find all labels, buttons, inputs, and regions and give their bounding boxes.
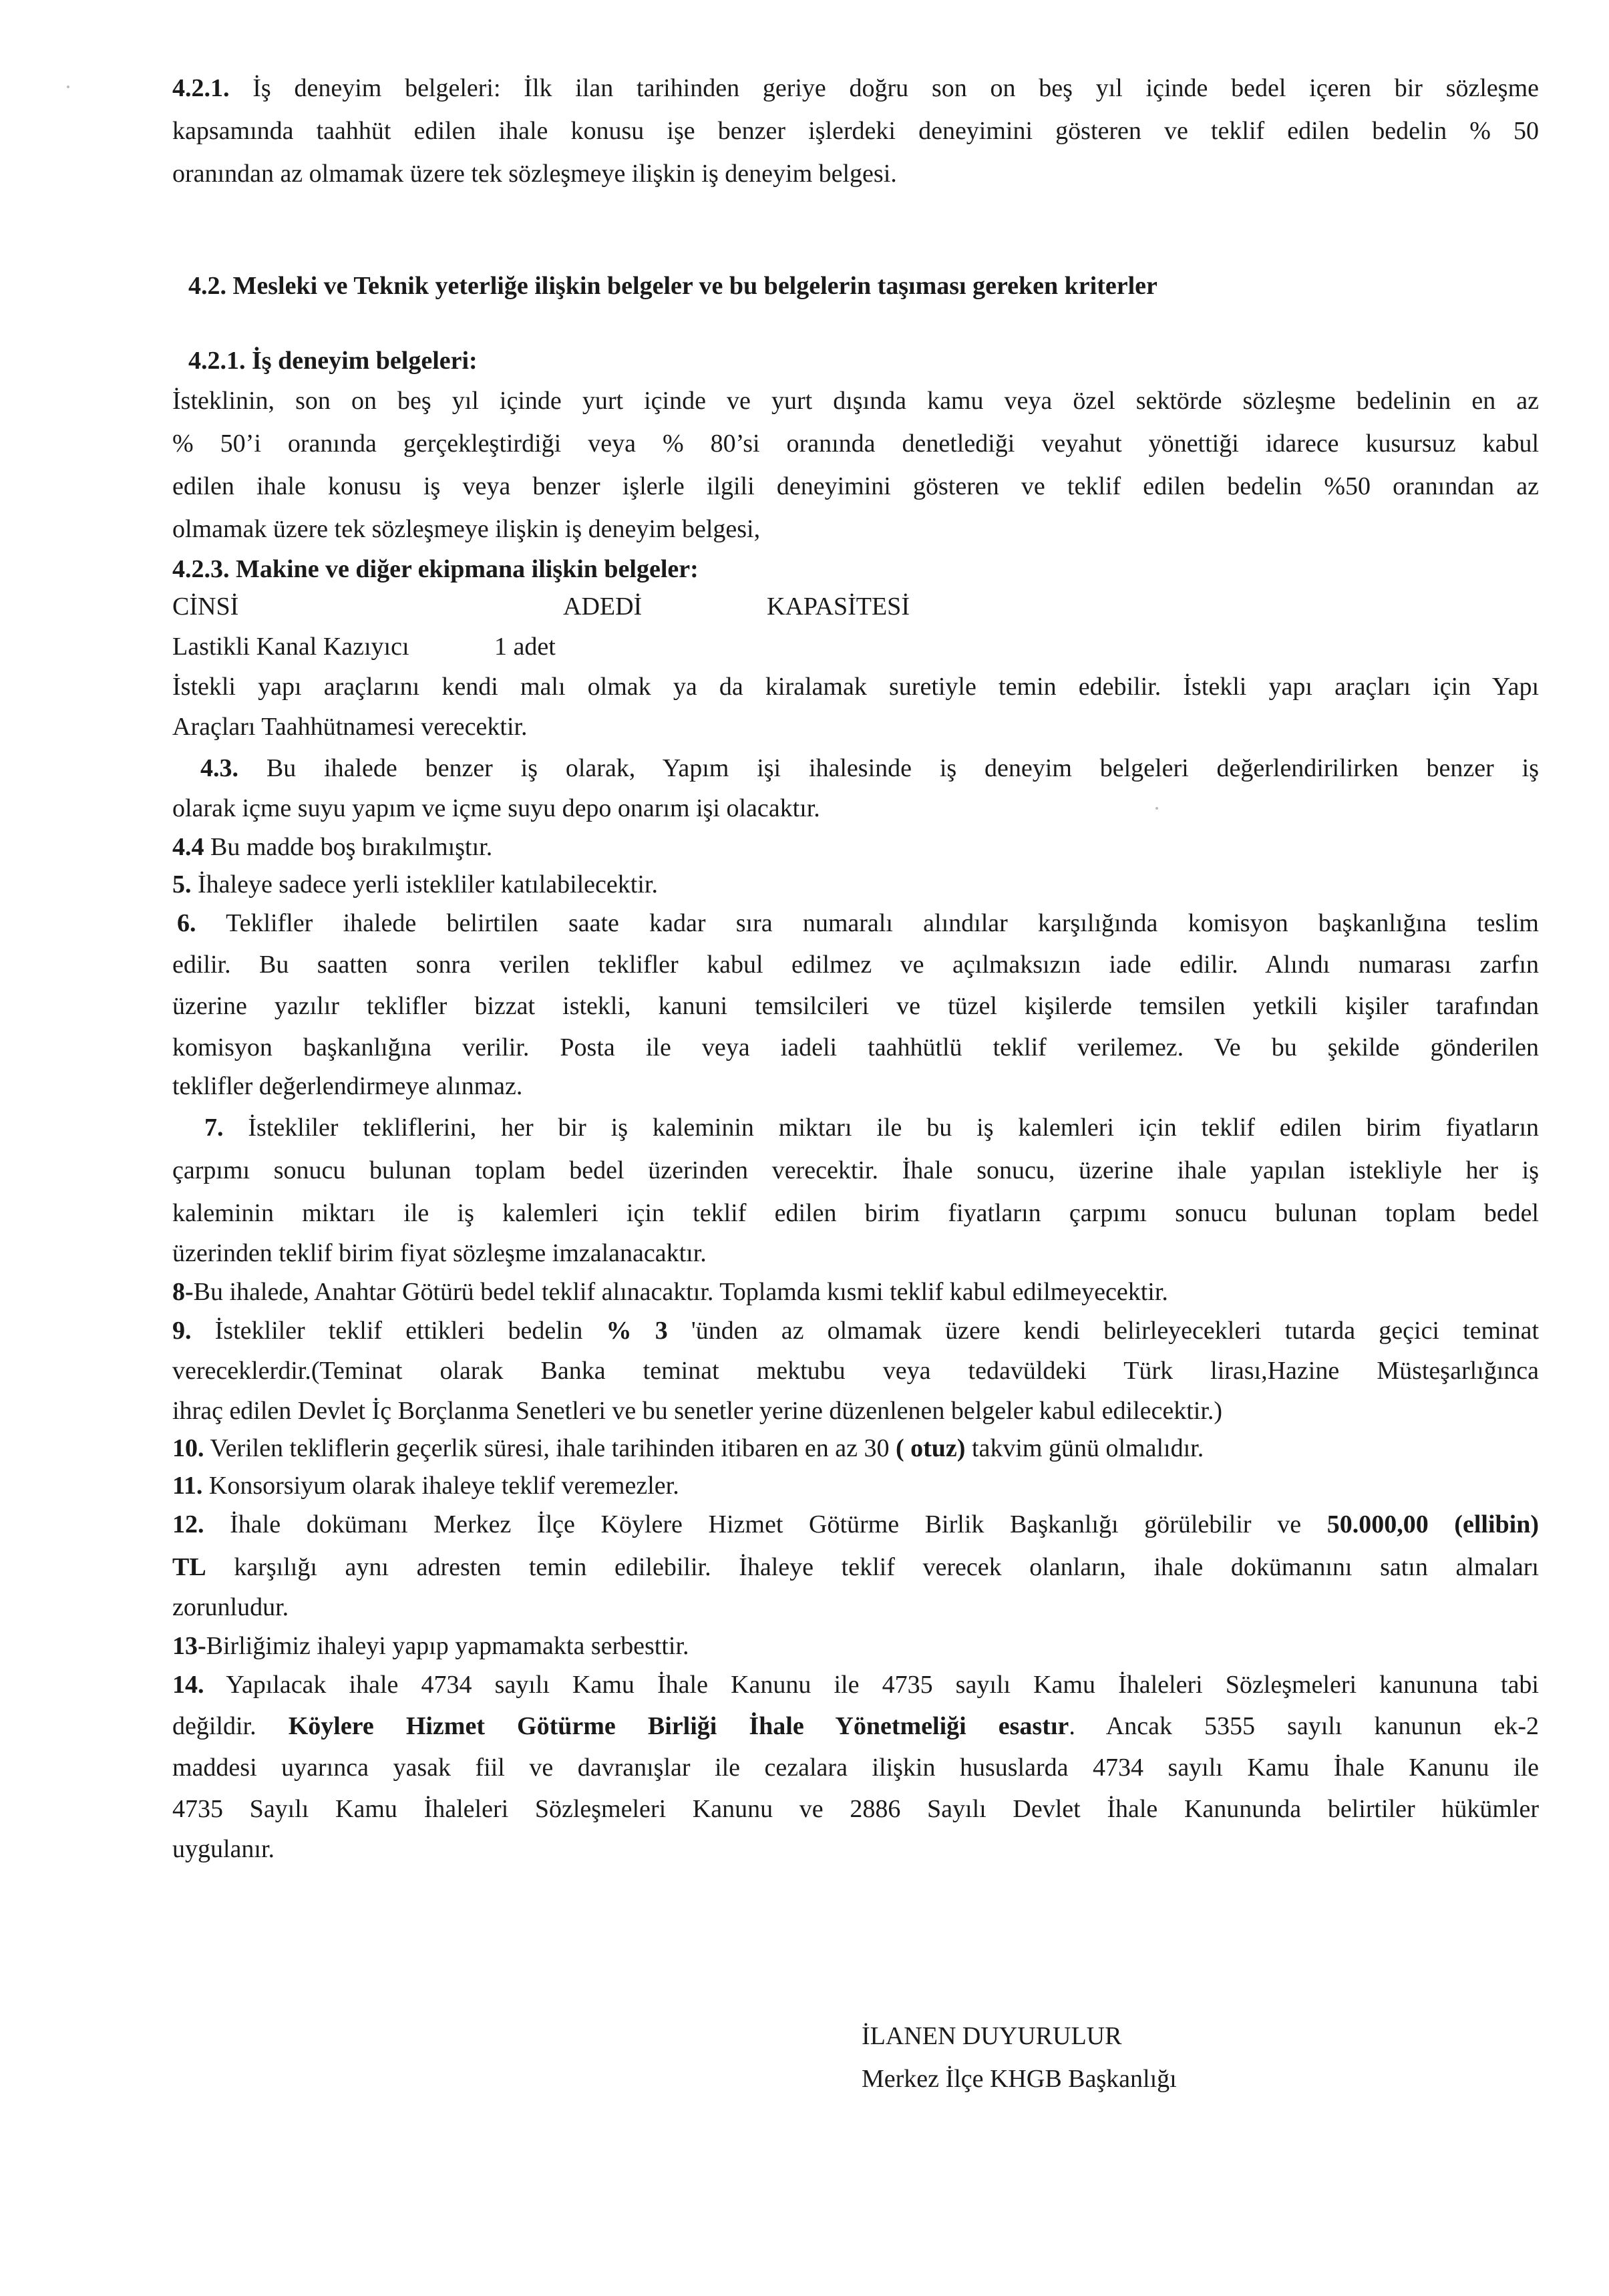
section-number: 13- [172, 1632, 206, 1660]
equipment-count: 1 adet [494, 633, 556, 661]
p43-line-2: olarak içme suyu yapım ve içme suyu depo onarım işi olacaktır. [172, 794, 820, 822]
p13: 13-Birliğimiz ihaleyi yapıp yapmamakta serbesttir. [172, 1632, 689, 1660]
p43-line-1: 4.3. Bu ihalede benzer iş olarak, Yapım işi ihalesinde iş deneyim belgeleri değerlendirilirken benzer iş [200, 754, 1539, 782]
scan-speck [67, 86, 69, 88]
p11: 11. Konsorsiyum olarak ihaleye teklif veremezler. [172, 1472, 679, 1500]
section-number: 10. [172, 1434, 204, 1462]
section-number: 8- [172, 1278, 194, 1306]
p421b-heading: 4.2.1. İş deneyim belgeleri: [188, 347, 478, 375]
p423-line-1: İstekli yapı araçlarını kendi malı olmak ya da kiralamak suretiyle temin edebilir. İstekli yapı araçları için Yapı [172, 673, 1539, 701]
p6-line-4: komisyon başkanlığına verilir. Posta ile veya iadeli taahhütlü teklif verilemez. Ve bu şekilde gönderilen [172, 1033, 1539, 1061]
p421a-line-1: 4.2.1. İş deneyim belgeleri: İlk ilan tarihinden geriye doğru son on beş yıl içinde bedel içeren bir sözleşme [172, 74, 1540, 102]
equipment-table-header [172, 585, 1539, 628]
p6-line-3: üzerine yazılır teklifler bizzat istekli, kanuni temsilcileri ve tüzel kişilerde temsilen yetkili kişiler tarafından [172, 992, 1539, 1020]
p14-line-2: değildir. Köylere Hizmet Götürme Birliği İhale Yönetmeliği esastır. Ancak 5355 sayılı kanunun ek-2 [172, 1712, 1540, 1740]
section-4-2-heading: 4.2. Mesleki ve Teknik yeterliğe ilişkin belgeler ve bu belgelerin taşıması gereken kriterler [188, 272, 1157, 300]
section-number: 9. [172, 1317, 192, 1345]
equipment-name: Lastikli Kanal Kazıyıcı [172, 633, 409, 661]
p44: 4.4 Bu madde boş bırakılmıştır. [172, 833, 493, 861]
p421b-line-3: edilen ihale konusu iş veya benzer işlerle ilgili deneyimini gösteren ve teklif edilen bedelin %50 oranından az [172, 472, 1539, 500]
p7-line-2: çarpımı sonucu bulunan toplam bedel üzerinden verecektir. İhale sonucu, üzerine ihale yapılan istekliyle her iş [172, 1156, 1539, 1184]
p8: 8-Bu ihalede, Anahtar Götürü bedel teklif alınacaktır. Toplamda kısmi teklif kabul edilmeyecektir. [172, 1278, 1168, 1306]
p10: 10. Verilen tekliflerin geçerlik süresi, ihale tarihinden itibaren en az 30 ( otuz) takvim günü olmalıdır. [172, 1434, 1204, 1462]
section-number: 5. [172, 870, 192, 898]
p421b-line-4: olmamak üzere tek sözleşmeye ilişkin iş deneyim belgesi, [172, 515, 761, 543]
section-number: 7. [204, 1114, 224, 1142]
equipment-row [172, 625, 1539, 668]
column-header-count: ADEDİ [563, 593, 643, 621]
p7-line-4: üzerinden teklif birim fiyat sözleşme imzalanacaktır. [172, 1239, 707, 1267]
section-number: 4.3. [200, 754, 238, 782]
issuing-authority: Merkez İlçe KHGB Başkanlığı [862, 2065, 1177, 2093]
p6-line-2: edilir. Bu saatten sonra verilen teklifler kabul edilmez ve açılmaksızın iade edilir. Alındı numarası zarfın [172, 951, 1539, 979]
p421a-line-3: oranından az olmamak üzere tek sözleşmeye ilişkin iş deneyim belgesi. [172, 160, 897, 188]
section-number: 4.4 [172, 833, 204, 861]
p423-line-2: Araçları Taahhütnamesi verecektir. [172, 713, 528, 741]
p12-line-2: TL karşılığı aynı adresten temin edilebilir. İhaleye teklif verecek olanların, ihale dokümanını satın almaları [172, 1553, 1539, 1581]
p9-line-1: 9. İstekliler teklif ettikleri bedelin % 3 'ünden az olmamak üzere kendi belirleyecekleri tutarda geçici teminat [172, 1317, 1540, 1345]
p12-line-1: 12. İhale dokümanı Merkez İlçe Köylere Hizmet Götürme Birlik Başkanlığı görülebilir ve 50.000,00 (ellibin) [172, 1510, 1539, 1538]
announcement-closing: İLANEN DUYURULUR [862, 2022, 1122, 2050]
p421a-line-2: kapsamında taahhüt edilen ihale konusu işe benzer işlerdeki deneyimini gösteren ve teklif edilen bedelin % 50 [172, 117, 1539, 145]
section-number: 6. [177, 909, 196, 937]
p423-heading: 4.2.3. Makine ve diğer ekipmana ilişkin belgeler: [172, 555, 699, 583]
p14-line-1: 14. Yapılacak ihale 4734 sayılı Kamu İhale Kanunu ile 4735 sayılı Kamu İhaleleri Sözleşmeleri kanununa tabi [172, 1671, 1539, 1699]
p12-line-3: zorunludur. [172, 1593, 289, 1621]
p7-line-1: 7. İstekliler tekliflerini, her bir iş kaleminin miktarı ile bu iş kalemleri için teklif edilen birim fiyatların [204, 1114, 1540, 1142]
section-number: 14. [172, 1671, 204, 1699]
p14-line-5: uygulanır. [172, 1835, 275, 1863]
p6-line-5: teklifler değerlendirmeye alınmaz. [172, 1072, 523, 1100]
p14-line-4: 4735 Sayılı Kamu İhaleleri Sözleşmeleri Kanunu ve 2886 Sayılı Devlet İhale Kanununda belirtiler hükümler [172, 1795, 1539, 1823]
column-header-capacity: KAPASİTESİ [767, 593, 910, 621]
p9-line-3: ihraç edilen Devlet İç Borçlanma Senetleri ve bu senetler yerine düzenlenen belgeler kabul edilecektir.) [172, 1397, 1223, 1425]
column-header-type: CİNSİ [172, 593, 239, 621]
section-number: 11. [172, 1472, 203, 1500]
p5: 5. İhaleye sadece yerli istekliler katılabilecektir. [172, 870, 658, 898]
p9-line-2: vereceklerdir.(Teminat olarak Banka teminat mektubu veya tedavüldeki Türk lirası,Hazine Müsteşarlığınca [172, 1357, 1539, 1385]
p421b-line-1: İsteklinin, son on beş yıl içinde yurt içinde ve yurt dışında kamu veya özel sektörde sözleşme bedelinin en az [172, 387, 1539, 415]
p421b-line-2: % 50’i oranında gerçekleştirdiği veya % 80’si oranında denetlediği veyahut yönettiği idarece kusursuz kabul [172, 430, 1539, 458]
p14-line-3: maddesi uyarınca yasak fiil ve davranışlar ile cezalara ilişkin hususlarda 4734 sayılı Kamu İhale Kanunu ile [172, 1754, 1539, 1782]
p6-line-1: 6. Teklifler ihalede belirtilen saate kadar sıra numaralı alındılar karşılığında komisyon başkanlığına teslim [177, 909, 1539, 937]
section-number: 12. [172, 1510, 204, 1538]
section-number: 4.2.1. [172, 74, 230, 102]
p7-line-3: kaleminin miktarı ile iş kalemleri için teklif edilen birim fiyatların çarpımı sonucu bulunan toplam bedel [172, 1199, 1539, 1227]
